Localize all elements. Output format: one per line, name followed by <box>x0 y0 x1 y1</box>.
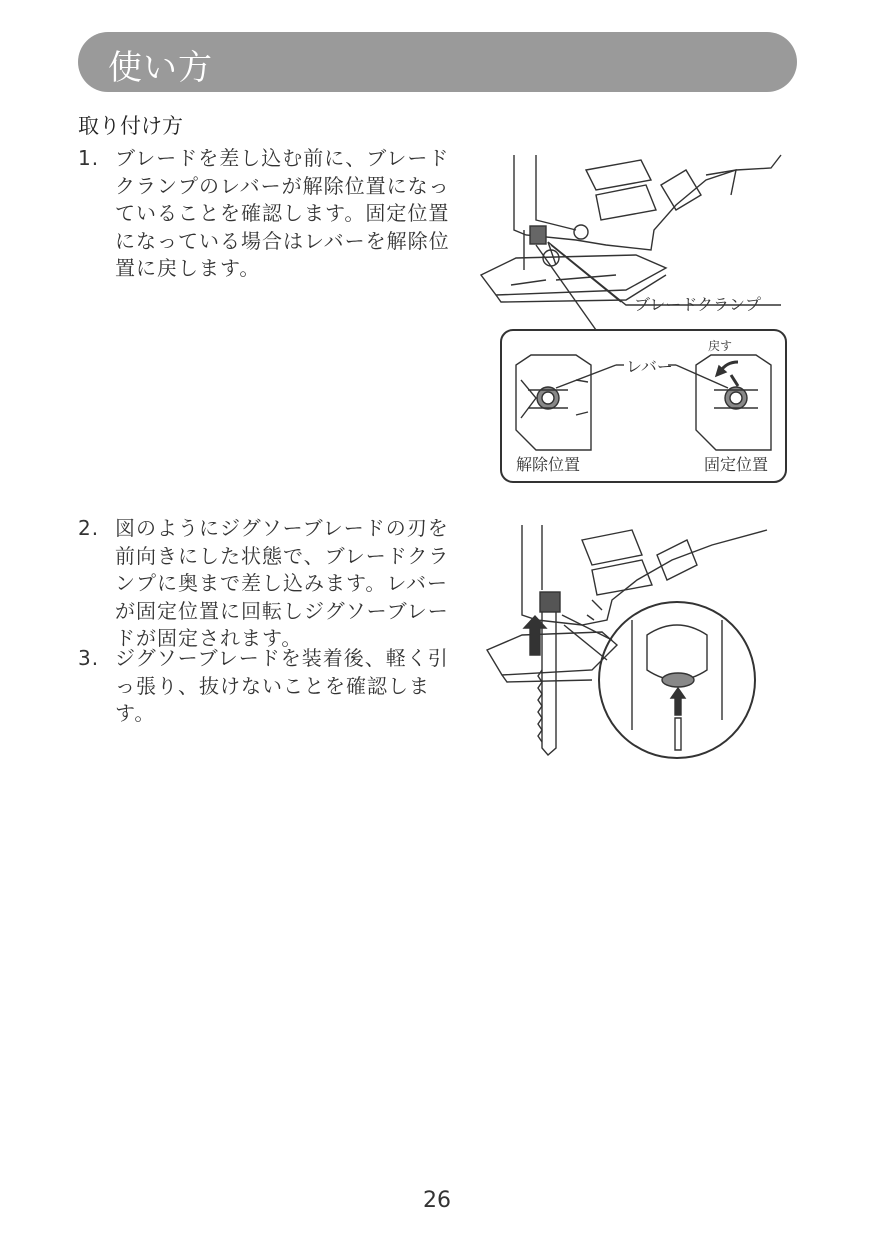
blade-clamp-illustration <box>476 150 792 490</box>
return-label: 戻す <box>708 339 733 353</box>
blade-insert-illustration <box>482 520 782 760</box>
blade-insert-figure <box>482 520 782 760</box>
step-3 <box>78 645 463 735</box>
lever-label: レバー <box>626 357 673 376</box>
fixed-position-label: 固定位置 <box>704 455 769 474</box>
page-title: 使い方 <box>108 48 213 88</box>
step-number: 3. <box>78 646 100 670</box>
step-number: 2. <box>78 516 100 540</box>
release-position-label: 解除位置 <box>516 455 581 474</box>
step-text: 図のようにジグソーブレードの刃を前向きにした状態で、ブレードクランプに奥まで差し込みます。レバーが固定位置に回転しジグソーブレードが固定されます。 <box>115 516 450 650</box>
section-title: 取り付け方 <box>78 114 183 138</box>
blade-clamp-label: ブレードクランプ <box>634 295 762 314</box>
step-2 <box>78 515 463 655</box>
step-text: ジグソーブレードを装着後、軽く引っ張り、抜けないことを確認します。 <box>115 646 449 725</box>
header-bar <box>78 32 797 92</box>
step-number: 1. <box>78 146 100 170</box>
step-1 <box>78 145 463 285</box>
page-number: 26 <box>423 1188 451 1213</box>
step-text: ブレードを差し込む前に、ブレードクランプのレバーが解除位置になっていることを確認します。固定位置になっている場合はレバーを解除位置に戻します。 <box>115 146 450 280</box>
blade-clamp-figure <box>476 150 792 490</box>
